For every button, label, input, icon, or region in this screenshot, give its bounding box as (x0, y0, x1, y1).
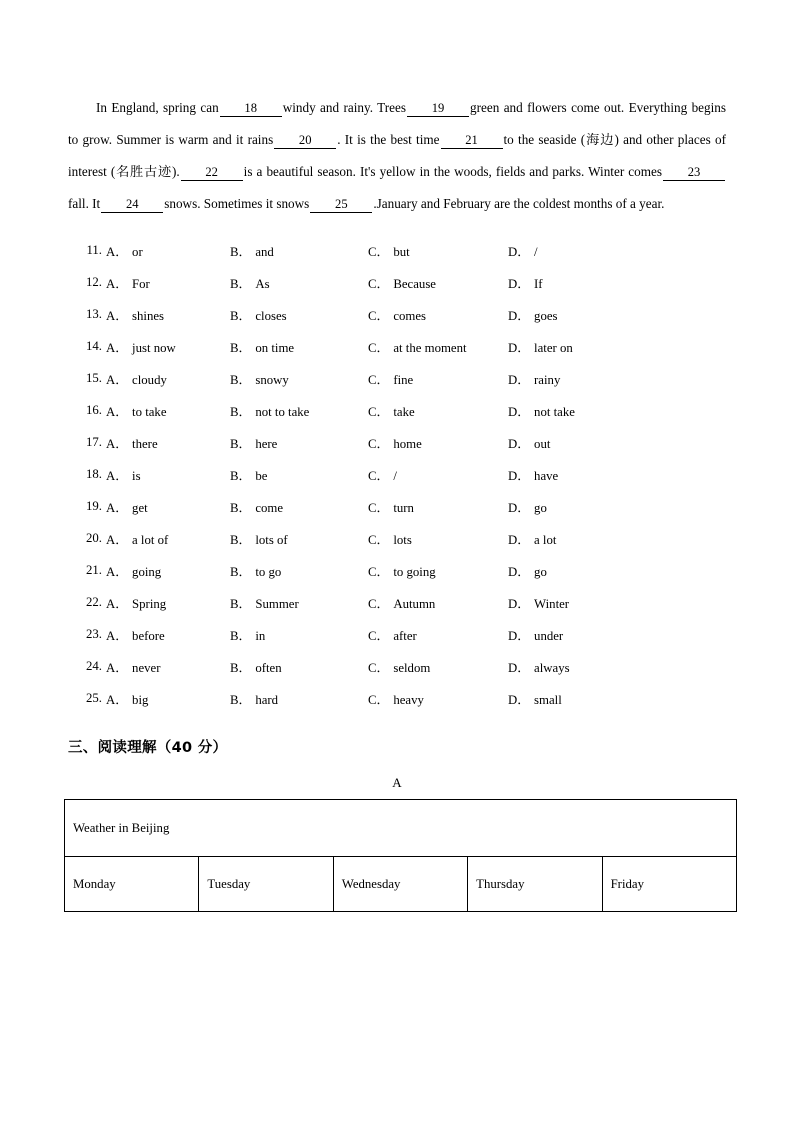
option-letter-a: A． (106, 500, 129, 515)
option-letter-b: B． (230, 596, 252, 611)
option-a[interactable] (106, 593, 230, 612)
option-a[interactable] (106, 625, 230, 644)
question-number: 22. (86, 594, 102, 609)
question-number: 19. (86, 498, 102, 513)
question-row-11 (68, 234, 726, 266)
option-d-text: not take (534, 404, 575, 419)
option-letter-a: A． (106, 660, 129, 675)
question-number: 24. (86, 658, 102, 673)
question-number: 20. (86, 530, 102, 545)
option-b-text: snowy (255, 372, 289, 387)
option-a[interactable] (106, 241, 230, 260)
option-letter-a: A． (106, 308, 129, 323)
option-a[interactable] (106, 273, 230, 292)
option-letter-b: B． (230, 692, 252, 707)
cloze-blank-19[interactable]: 19 (407, 101, 469, 117)
cloze-blank-23[interactable]: 23 (663, 165, 725, 181)
option-c-text: but (393, 244, 410, 259)
question-row-23 (68, 618, 726, 650)
cloze-blank-24[interactable]: 24 (101, 197, 163, 213)
option-letter-c: C． (368, 596, 390, 611)
option-letter-a: A． (106, 372, 129, 387)
question-number: 15. (86, 370, 102, 385)
option-b[interactable] (230, 625, 368, 644)
option-b-text: to go (255, 564, 282, 579)
option-b[interactable] (230, 689, 368, 708)
option-d[interactable] (508, 657, 658, 676)
option-c[interactable] (368, 561, 508, 580)
option-a[interactable] (106, 433, 230, 452)
option-c[interactable] (368, 273, 508, 292)
page-content (68, 92, 726, 912)
option-d[interactable] (508, 529, 658, 548)
option-c[interactable] (368, 689, 508, 708)
option-letter-a: A． (106, 244, 129, 259)
option-letter-d: D． (508, 340, 531, 355)
cloze-blank-21[interactable]: 21 (441, 133, 503, 149)
option-letter-d: D． (508, 276, 531, 291)
option-c-text: fine (393, 372, 414, 387)
cloze-blank-20[interactable]: 20 (274, 133, 336, 149)
option-letter-a: A． (106, 532, 129, 547)
option-c-text: at the moment (393, 340, 467, 355)
option-b-text: Summer (255, 596, 299, 611)
option-d-text: later on (534, 340, 573, 355)
option-b-text: and (255, 244, 274, 259)
question-row-17 (68, 426, 726, 458)
question-row-16 (68, 394, 726, 426)
option-letter-d: D． (508, 628, 531, 643)
option-c-text: heavy (393, 692, 424, 707)
option-letter-b: B． (230, 468, 252, 483)
option-d[interactable] (508, 369, 658, 388)
table-cell-wednesday: Wednesday (333, 857, 467, 912)
option-b-text: hard (255, 692, 279, 707)
option-d[interactable] (508, 433, 658, 452)
option-letter-b: B． (230, 628, 252, 643)
option-c[interactable] (368, 657, 508, 676)
question-row-19 (68, 490, 726, 522)
option-letter-c: C． (368, 436, 390, 451)
question-number: 11. (86, 242, 102, 257)
option-a[interactable] (106, 529, 230, 548)
option-a-text: just now (132, 340, 176, 355)
option-letter-b: B． (230, 372, 252, 387)
passage-text: snows. Sometimes it snows (164, 196, 310, 211)
option-letter-a: A． (106, 436, 129, 451)
option-b-text: As (255, 276, 270, 291)
option-a-text: there (132, 436, 158, 451)
table-cell-thursday: Thursday (468, 857, 602, 912)
option-b[interactable] (230, 465, 368, 484)
option-b-text: often (255, 660, 282, 675)
table-cell-monday: Monday (65, 857, 199, 912)
option-letter-c: C． (368, 468, 390, 483)
option-d-text: / (534, 244, 538, 259)
weather-table (64, 799, 737, 912)
option-letter-a: A． (106, 404, 129, 419)
option-letter-c: C． (368, 628, 390, 643)
passage-text: windy and rainy. Trees (282, 100, 407, 115)
option-letter-b: B． (230, 308, 252, 323)
question-row-21 (68, 554, 726, 586)
option-b[interactable] (230, 529, 368, 548)
option-d-text: always (534, 660, 570, 675)
option-d-text: goes (534, 308, 558, 323)
part-label-a: A (392, 775, 402, 790)
option-c[interactable] (368, 337, 508, 356)
option-b[interactable] (230, 241, 368, 260)
option-a-text: is (132, 468, 141, 483)
option-b-text: be (255, 468, 268, 483)
passage-text: to the seaside (海边) and other places of interest (名胜古迹). (68, 132, 726, 179)
option-d-text: go (534, 564, 547, 579)
table-cell-tuesday: Tuesday (199, 857, 333, 912)
option-b[interactable] (230, 593, 368, 612)
option-letter-d: D． (508, 404, 531, 419)
question-options-list (68, 234, 726, 714)
option-b[interactable] (230, 401, 368, 420)
question-row-14 (68, 330, 726, 362)
option-letter-b: B． (230, 276, 252, 291)
cloze-blank-25[interactable]: 25 (310, 197, 372, 213)
option-d[interactable] (508, 241, 658, 260)
option-a-text: a lot of (132, 532, 169, 547)
option-letter-d: D． (508, 564, 531, 579)
option-d-text: out (534, 436, 551, 451)
table-row-days (65, 857, 737, 912)
option-b-text: not to take (255, 404, 310, 419)
option-letter-d: D． (508, 660, 531, 675)
option-a[interactable] (106, 337, 230, 356)
option-a-text: get (132, 500, 148, 515)
passage-text: . It is the best time (337, 132, 440, 147)
option-c[interactable] (368, 433, 508, 452)
option-d-text: rainy (534, 372, 561, 387)
option-letter-c: C． (368, 532, 390, 547)
option-a-text: to take (132, 404, 167, 419)
cloze-passage (68, 92, 726, 220)
question-row-22 (68, 586, 726, 618)
passage-text: fall. It (68, 196, 101, 211)
question-row-12 (68, 266, 726, 298)
option-c-text: comes (393, 308, 427, 323)
option-letter-d: D． (508, 244, 531, 259)
option-a-text: before (132, 628, 165, 643)
option-letter-b: B． (230, 500, 252, 515)
option-letter-d: D． (508, 372, 531, 387)
option-c[interactable] (368, 465, 508, 484)
option-letter-d: D． (508, 596, 531, 611)
question-row-20 (68, 522, 726, 554)
option-d-text: small (534, 692, 562, 707)
option-letter-c: C． (368, 404, 390, 419)
table-row-title (65, 800, 737, 857)
option-c[interactable] (368, 593, 508, 612)
question-number: 16. (86, 402, 102, 417)
option-letter-c: C． (368, 372, 390, 387)
option-c-text: take (393, 404, 415, 419)
option-b[interactable] (230, 273, 368, 292)
option-d-text: go (534, 500, 547, 515)
option-d[interactable] (508, 273, 658, 292)
question-number: 13. (86, 306, 102, 321)
question-number: 12. (86, 274, 102, 289)
option-letter-a: A． (106, 276, 129, 291)
option-b[interactable] (230, 433, 368, 452)
passage-text: .January and February are the coldest months of a year. (373, 196, 665, 211)
option-b-text: come (255, 500, 284, 515)
option-b-text: closes (255, 308, 287, 323)
option-d[interactable] (508, 305, 658, 324)
option-letter-b: B． (230, 244, 252, 259)
option-letter-b: B． (230, 404, 252, 419)
option-c[interactable] (368, 369, 508, 388)
option-c-text: after (393, 628, 417, 643)
option-a[interactable] (106, 497, 230, 516)
option-letter-d: D． (508, 436, 531, 451)
option-a-text: For (132, 276, 150, 291)
option-d[interactable] (508, 561, 658, 580)
question-number: 21. (86, 562, 102, 577)
option-letter-c: C． (368, 340, 390, 355)
option-letter-d: D． (508, 308, 531, 323)
option-b-text: in (255, 628, 266, 643)
option-a[interactable] (106, 369, 230, 388)
option-d[interactable] (508, 497, 658, 516)
option-a[interactable] (106, 305, 230, 324)
option-c[interactable] (368, 529, 508, 548)
question-row-24 (68, 650, 726, 682)
option-d[interactable] (508, 401, 658, 420)
option-d[interactable] (508, 465, 658, 484)
question-number: 23. (86, 626, 102, 641)
option-letter-d: D． (508, 692, 531, 707)
cloze-blank-22[interactable]: 22 (181, 165, 243, 181)
option-d[interactable] (508, 625, 658, 644)
option-c-text: home (393, 436, 422, 451)
option-letter-c: C． (368, 276, 390, 291)
option-letter-c: C． (368, 564, 390, 579)
question-row-18 (68, 458, 726, 490)
option-d-text: a lot (534, 532, 557, 547)
option-d-text: under (534, 628, 564, 643)
option-c-text: turn (393, 500, 414, 515)
option-letter-c: C． (368, 500, 390, 515)
option-c-text: to going (393, 564, 436, 579)
option-letter-b: B． (230, 660, 252, 675)
option-c-text: Because (393, 276, 436, 291)
option-d-text: have (534, 468, 559, 483)
option-c[interactable] (368, 497, 508, 516)
option-letter-a: A． (106, 468, 129, 483)
option-letter-c: C． (368, 660, 390, 675)
option-b[interactable] (230, 497, 368, 516)
weather-table-title: Weather in Beijing (65, 800, 737, 857)
passage-text: green and flowers come out. Everything begins to grow. Summer is warm and it rains (68, 100, 726, 147)
question-row-15 (68, 362, 726, 394)
option-a[interactable] (106, 689, 230, 708)
question-number: 25. (86, 690, 102, 705)
question-number: 18. (86, 466, 102, 481)
option-a[interactable] (106, 657, 230, 676)
option-letter-b: B． (230, 436, 252, 451)
option-b-text: here (255, 436, 278, 451)
option-a-text: going (132, 564, 162, 579)
option-c[interactable] (368, 241, 508, 260)
option-letter-a: A． (106, 692, 129, 707)
option-c-text: / (393, 468, 397, 483)
option-d-text: If (534, 276, 543, 291)
question-row-25 (68, 682, 726, 714)
option-b[interactable] (230, 305, 368, 324)
option-c-text: Autumn (393, 596, 436, 611)
option-b[interactable] (230, 337, 368, 356)
question-row-13 (68, 298, 726, 330)
option-letter-a: A． (106, 596, 129, 611)
option-a-text: shines (132, 308, 165, 323)
option-b-text: on time (255, 340, 295, 355)
option-letter-b: B． (230, 564, 252, 579)
option-c-text: lots (393, 532, 412, 547)
option-a-text: or (132, 244, 143, 259)
option-d[interactable] (508, 593, 658, 612)
option-letter-d: D． (508, 500, 531, 515)
option-c[interactable] (368, 305, 508, 324)
option-letter-c: C． (368, 244, 390, 259)
option-b[interactable] (230, 561, 368, 580)
question-number: 17. (86, 434, 102, 449)
option-letter-c: C． (368, 692, 390, 707)
option-letter-b: B． (230, 340, 252, 355)
option-letter-b: B． (230, 532, 252, 547)
option-a-text: big (132, 692, 149, 707)
passage-text: In England, spring can (96, 100, 219, 115)
option-a[interactable] (106, 465, 230, 484)
question-number: 14. (86, 338, 102, 353)
option-b[interactable] (230, 369, 368, 388)
option-letter-a: A． (106, 340, 129, 355)
option-c-text: seldom (393, 660, 431, 675)
section-heading-reading: 三、阅读理解（40 分） (68, 740, 228, 756)
passage-text: is a beautiful season. It's yellow in the woods, fields and parks. Winter comes (243, 164, 662, 179)
option-d[interactable] (508, 689, 658, 708)
option-a[interactable] (106, 561, 230, 580)
table-cell-friday: Friday (602, 857, 736, 912)
option-a-text: cloudy (132, 372, 167, 387)
option-letter-a: A． (106, 564, 129, 579)
cloze-blank-18[interactable]: 18 (220, 101, 282, 117)
option-a[interactable] (106, 401, 230, 420)
option-d[interactable] (508, 337, 658, 356)
option-b[interactable] (230, 657, 368, 676)
option-letter-c: C． (368, 308, 390, 323)
option-c[interactable] (368, 401, 508, 420)
option-c[interactable] (368, 625, 508, 644)
option-d-text: Winter (534, 596, 570, 611)
option-a-text: never (132, 660, 161, 675)
option-letter-d: D． (508, 468, 531, 483)
option-letter-a: A． (106, 628, 129, 643)
option-a-text: Spring (132, 596, 167, 611)
option-letter-d: D． (508, 532, 531, 547)
option-b-text: lots of (255, 532, 288, 547)
